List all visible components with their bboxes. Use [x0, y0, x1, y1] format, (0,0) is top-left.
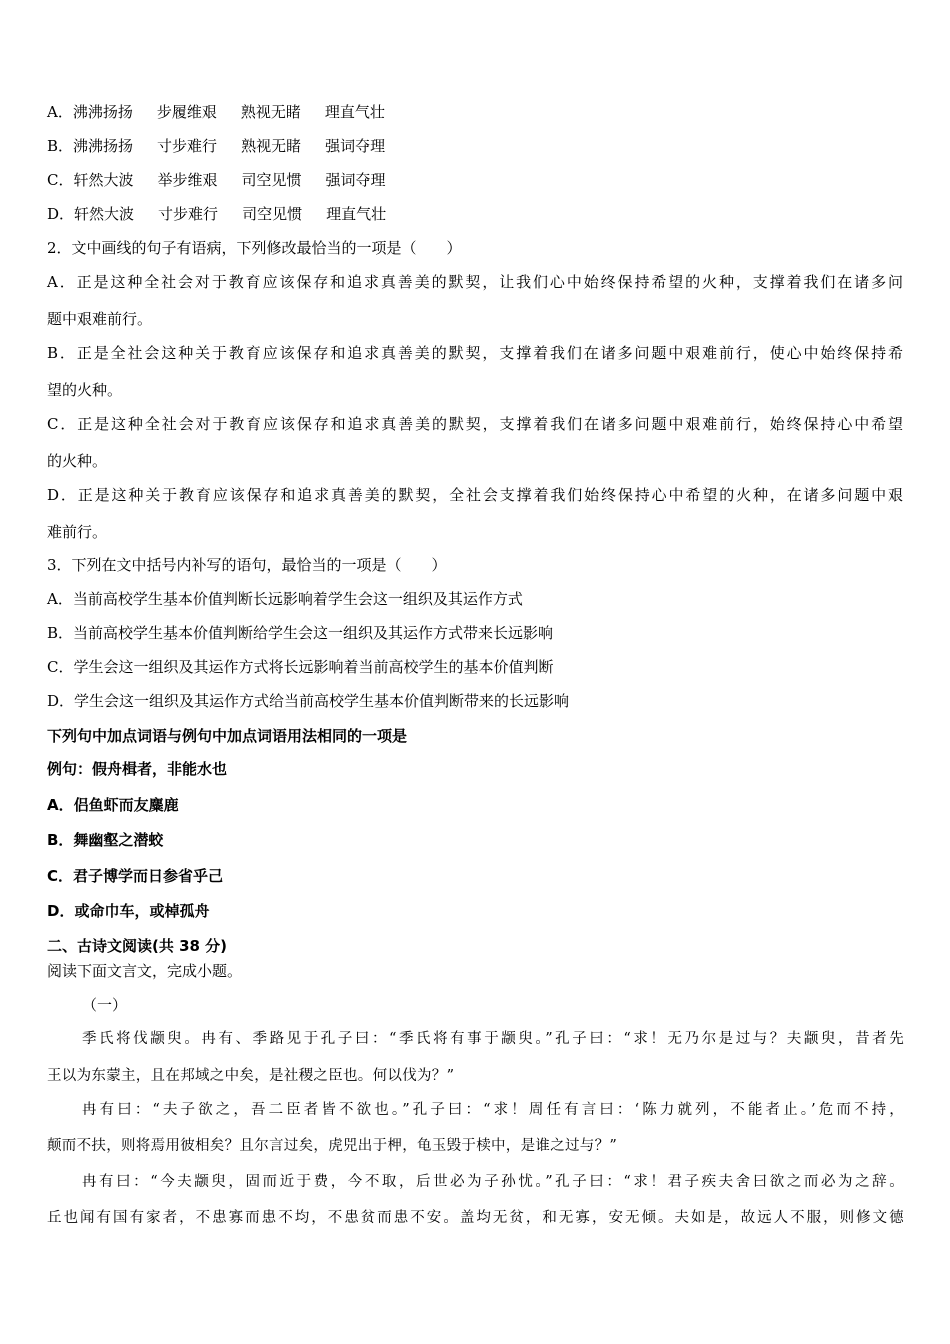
q3-option-a: A．当前高校学生基本价值判断长远影响着学生会这一组织及其运作方式	[47, 590, 523, 608]
q1-option-b: B．沸沸扬扬 寸步难行 熟视无睹 强词夺理	[47, 137, 386, 155]
passage-p1-line1: 季氏将伐颛臾。冉有、季路见于孔子曰：“季氏将有事于颛臾。”孔子曰：“求！无乃尔是过与？夫颛臾，昔者先	[82, 1031, 904, 1047]
section-instruction: 阅读下面文言文，完成小题。	[47, 962, 243, 980]
q2-option-b-line1: B．正是全社会这种关于教育应该保存和追求真善美的默契，支撑着我们在诸多问题中艰难前行，使心中始终保持希	[47, 344, 903, 362]
q2-option-b-line2: 望的火种。	[47, 381, 123, 399]
q3-option-d: D．学生会这一组织及其运作方式给当前高校学生基本价值判断带来的长远影响	[47, 692, 570, 710]
q4-option-b: B．舞幽壑之潜蛟	[47, 831, 164, 849]
passage-p1-line2: 王以为东蒙主，且在邦域之中矣，是社稷之臣也。何以伐为？”	[47, 1068, 455, 1084]
q1-option-d: D．轩然大波 寸步难行 司空见惯 理直气壮	[47, 205, 387, 223]
q3-option-b: B．当前高校学生基本价值判断给学生会这一组织及其运作方式带来长远影响	[47, 624, 554, 642]
q4-option-a: A．侣鱼虾而友麋鹿	[47, 796, 179, 814]
section-title: 二、古诗文阅读(共 38 分)	[47, 937, 228, 955]
q4-stem: 下列句中加点词语与例句中加点词语用法相同的一项是	[47, 727, 408, 745]
passage-p2-line2: 颠而不扶，则将焉用彼相矣？且尔言过矣，虎兕出于柙，龟玉毁于椟中，是谁之过与？”	[47, 1138, 618, 1154]
q2-option-c-line1: C．正是这种全社会对于教育应该保存和追求真善美的默契，支撑着我们在诸多问题中艰难前行，始终保持心中希望	[47, 415, 903, 433]
passage-p3-line2: 丘也闻有国有家者，不患寡而患不均，不患贫而患不安。盖均无贫，和无寡，安无倾。夫如是，故远人不服，则修文德	[47, 1210, 904, 1226]
q1-option-a: A．沸沸扬扬 步履维艰 熟视无睹 理直气壮	[47, 103, 385, 121]
q2-option-d-line2: 难前行。	[47, 523, 108, 541]
passage-p3-line1: 冉有曰：“今夫颛臾，固而近于费，今不取，后世必为子孙忧。”孔子曰：“求！君子疾夫舍曰欲之而必为之辞。	[82, 1174, 904, 1190]
q3-option-c: C．学生会这一组织及其运作方式将长远影响着当前高校学生的基本价值判断	[47, 658, 554, 676]
part-label: （一）	[82, 996, 128, 1014]
q2-option-a-line2: 题中艰难前行。	[47, 310, 153, 328]
q4-option-d: D．或命巾车，或棹孤舟	[47, 902, 210, 920]
q2-stem: 2．文中画线的句子有语病，下列修改最恰当的一项是（ ）	[47, 239, 462, 257]
q3-stem: 3．下列在文中括号内补写的语句，最恰当的一项是（ ）	[47, 556, 447, 574]
q2-option-d-line1: D．正是这种关于教育应该保存和追求真善美的默契，全社会支撑着我们始终保持心中希望的火种，在诸多问题中艰	[47, 486, 903, 504]
q4-option-c: C．君子博学而日参省乎己	[47, 867, 224, 885]
q2-option-c-line2: 的火种。	[47, 452, 108, 470]
q1-option-c: C．轩然大波 举步维艰 司空见惯 强词夺理	[47, 171, 386, 189]
q2-option-a-line1: A．正是这种全社会对于教育应该保存和追求真善美的默契，让我们心中始终保持希望的火种，支撑着我们在诸多问	[47, 273, 903, 291]
passage-p2-line1: 冉有曰：“夫子欲之，吾二臣者皆不欲也。”孔子曰：“求！周任有言曰：‘陈力就列，不能者止。’危而不持，	[82, 1102, 904, 1118]
q4-example: 例句：假舟楫者，非能水也	[47, 760, 228, 778]
